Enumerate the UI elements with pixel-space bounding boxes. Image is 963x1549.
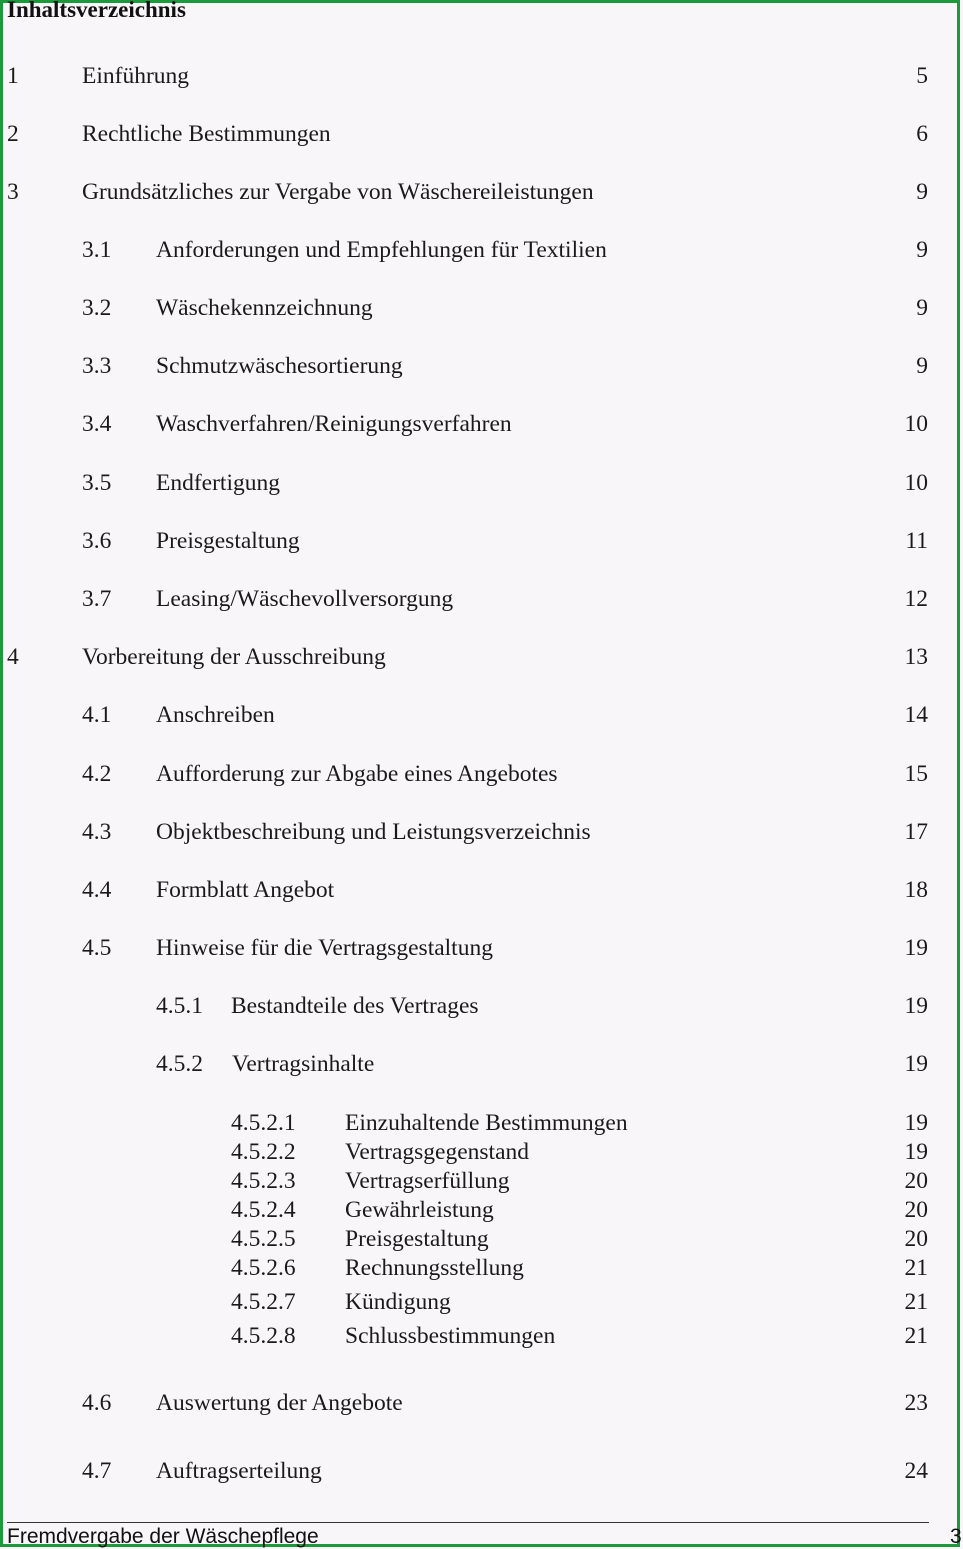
toc-entry-text: Endfertigung bbox=[156, 470, 280, 496]
toc-entry bbox=[3, 1137, 963, 1167]
toc-entry-number: 4.3 bbox=[82, 819, 112, 845]
toc-entry-text: Anforderungen und Empfehlungen für Textilien bbox=[156, 237, 607, 263]
toc-entry bbox=[3, 351, 963, 381]
toc-entry-text: Rechnungsstellung bbox=[345, 1255, 524, 1281]
toc-title: Inhaltsverzeichnis bbox=[7, 0, 186, 22]
toc-entry-page: 20 bbox=[904, 1197, 928, 1223]
toc-entry-text: Hinweise für die Vertragsgestaltung bbox=[156, 935, 493, 961]
toc-entry-number: 4.5.2.2 bbox=[231, 1139, 296, 1165]
toc-entry-text: Aufforderung zur Abgabe eines Angebotes bbox=[156, 761, 558, 787]
toc-entry-text: Kündigung bbox=[345, 1289, 451, 1315]
toc-entry-number: 3.5 bbox=[82, 470, 112, 496]
toc-entry-text: Leasing/Wäschevollversorgung bbox=[156, 586, 454, 612]
toc-entry-page: 24 bbox=[904, 1458, 928, 1484]
toc-entry-page: 10 bbox=[904, 411, 928, 437]
toc-entry-text: Waschverfahren/Reinigungsverfahren bbox=[156, 411, 512, 437]
toc-entry-number: 4.2 bbox=[82, 761, 112, 787]
toc-entry bbox=[3, 1224, 963, 1254]
toc-entry-page: 20 bbox=[904, 1226, 928, 1252]
toc-entry-page: 9 bbox=[916, 353, 928, 379]
toc-entry-number: 4.5.2.4 bbox=[231, 1197, 296, 1223]
toc-entry bbox=[3, 526, 963, 556]
toc-entry-page: 9 bbox=[916, 237, 928, 263]
toc-entry-number: 1 bbox=[7, 63, 19, 89]
toc-entry bbox=[3, 1321, 963, 1351]
toc-entry bbox=[3, 1195, 963, 1225]
toc-entry bbox=[3, 235, 963, 265]
toc-entry-page: 10 bbox=[904, 470, 928, 496]
toc-entry-page: 18 bbox=[904, 877, 928, 903]
toc-entry bbox=[3, 1456, 963, 1486]
toc-entry-text: Wäschekennzeichnung bbox=[156, 295, 373, 321]
toc-entry bbox=[3, 991, 963, 1021]
toc-entry bbox=[3, 409, 963, 439]
toc-entry-number: 4.5.2.7 bbox=[231, 1289, 296, 1315]
toc-entry-number: 4.5.2.1 bbox=[231, 1110, 296, 1136]
toc-entry bbox=[3, 933, 963, 963]
toc-entry-number: 4.5 bbox=[82, 935, 112, 961]
toc-entry-page: 12 bbox=[904, 586, 928, 612]
toc-entry-number: 4.4 bbox=[82, 877, 112, 903]
toc-entry-page: 14 bbox=[904, 702, 928, 728]
toc-entry bbox=[3, 177, 963, 207]
toc-entry-page: 19 bbox=[904, 1139, 928, 1165]
toc-entry-number: 2 bbox=[7, 121, 19, 147]
toc-entry-text: Anschreiben bbox=[156, 702, 275, 728]
toc-entry-text: Schlussbestimmungen bbox=[345, 1323, 556, 1349]
toc-entry-page: 11 bbox=[905, 528, 928, 554]
toc-entry-text: Objektbeschreibung und Leistungsverzeichnis bbox=[156, 819, 591, 845]
toc-entry-number: 3.1 bbox=[82, 237, 112, 263]
toc-entry-text: Formblatt Angebot bbox=[156, 877, 335, 903]
toc-entry-page: 19 bbox=[904, 1051, 928, 1077]
toc-entry bbox=[3, 642, 963, 672]
toc-entry bbox=[3, 1388, 963, 1418]
toc-entry-text: Einführung bbox=[82, 63, 190, 89]
toc-entry bbox=[3, 293, 963, 323]
toc-entry-number: 4.5.2.5 bbox=[231, 1226, 296, 1252]
toc-entry-text: Bestandteile des Vertrages bbox=[231, 993, 479, 1019]
toc-entry bbox=[3, 1108, 963, 1138]
toc-entry-text: Einzuhaltende Bestimmungen bbox=[345, 1110, 628, 1136]
toc-entry-number: 3.4 bbox=[82, 411, 112, 437]
toc-entry-page: 23 bbox=[904, 1390, 928, 1416]
toc-entry-number: 3.6 bbox=[82, 528, 112, 554]
toc-entry-text: Vertragsgegenstand bbox=[345, 1139, 530, 1165]
toc-entry-page: 19 bbox=[904, 935, 928, 961]
toc-entry bbox=[3, 1049, 963, 1079]
toc-entry-page: 21 bbox=[904, 1255, 928, 1281]
toc-entry-number: 3.3 bbox=[82, 353, 112, 379]
toc-entry-number: 4.5.2.8 bbox=[231, 1323, 296, 1349]
toc-entry-page: 13 bbox=[904, 644, 928, 670]
toc-entry-text: Auftragserteilung bbox=[156, 1458, 322, 1484]
toc-entry-text: Vorbereitung der Ausschreibung bbox=[82, 644, 386, 670]
toc-entry bbox=[3, 1253, 963, 1283]
toc-entry bbox=[3, 817, 963, 847]
toc-entry-page: 9 bbox=[916, 179, 928, 205]
toc-entry-page: 19 bbox=[904, 1110, 928, 1136]
toc-entry-text: Preisgestaltung bbox=[345, 1226, 489, 1252]
toc-entry-page: 20 bbox=[904, 1168, 928, 1194]
toc-entry-text: Auswertung der Angebote bbox=[156, 1390, 403, 1416]
toc-entry-text: Schmutzwäschesortierung bbox=[156, 353, 403, 379]
toc-entry bbox=[3, 119, 963, 149]
toc-entry-text: Gewährleistung bbox=[345, 1197, 494, 1223]
toc-entry-number: 4.1 bbox=[82, 702, 112, 728]
toc-entry bbox=[3, 1166, 963, 1196]
toc-entry-page: 21 bbox=[904, 1323, 928, 1349]
footer-page-number: 3 bbox=[950, 1525, 962, 1548]
toc-entry-number: 4.5.1 bbox=[156, 993, 203, 1019]
toc-entry-number: 3.7 bbox=[82, 586, 112, 612]
toc-entry-number: 3.2 bbox=[82, 295, 112, 321]
toc-entry-text: Vertragsinhalte bbox=[232, 1051, 375, 1077]
toc-entry-page: 15 bbox=[904, 761, 928, 787]
toc-entry-page: 5 bbox=[916, 63, 928, 89]
toc-entry bbox=[3, 759, 963, 789]
toc-entry-page: 19 bbox=[904, 993, 928, 1019]
toc-entry-number: 4 bbox=[7, 644, 19, 670]
footer-divider bbox=[7, 1522, 929, 1523]
toc-entry-page: 17 bbox=[904, 819, 928, 845]
toc-entry-number: 4.5.2.3 bbox=[231, 1168, 296, 1194]
toc-entry bbox=[3, 468, 963, 498]
toc-entry bbox=[3, 1287, 963, 1317]
footer-title: Fremdvergabe der Wäschepflege bbox=[7, 1525, 319, 1548]
toc-entry bbox=[3, 875, 963, 905]
toc-entry bbox=[3, 700, 963, 730]
toc-entry-text: Grundsätzliches zur Vergabe von Wäschereileistungen bbox=[82, 179, 594, 205]
toc-entry-number: 4.5.2.6 bbox=[231, 1255, 296, 1281]
toc-entry-text: Rechtliche Bestimmungen bbox=[82, 121, 331, 147]
toc-entry-page: 9 bbox=[916, 295, 928, 321]
toc-entry bbox=[3, 584, 963, 614]
toc-entry bbox=[3, 61, 963, 91]
toc-entry-number: 4.6 bbox=[82, 1390, 112, 1416]
toc-entry-text: Preisgestaltung bbox=[156, 528, 300, 554]
toc-entry-number: 4.5.2 bbox=[156, 1051, 203, 1077]
toc-entry-text: Vertragserfüllung bbox=[345, 1168, 510, 1194]
toc-entry-page: 6 bbox=[916, 121, 928, 147]
toc-entry-number: 4.7 bbox=[82, 1458, 112, 1484]
toc-entry-page: 21 bbox=[904, 1289, 928, 1315]
toc-entry-number: 3 bbox=[7, 179, 19, 205]
